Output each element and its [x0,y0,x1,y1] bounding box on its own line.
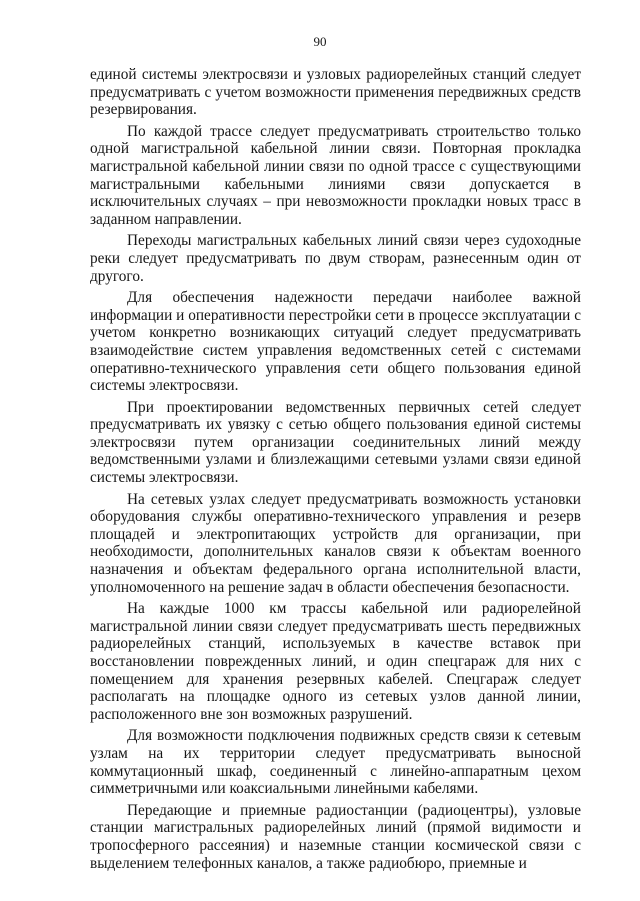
paragraph-7: На каждые 1000 км трассы кабельной или радиорелейной магистральной линии связи следует предусматривать шесть передвижных радиорелейных станций, используемых в качестве вставок при восстановлении поврежденных линий, и один спецгараж для них с помещением для хранения резервных кабелей. Спецгараж следует располагать на площадке одного из сетевых узлов данной линии, расположенного вне зон возможных разрушений. [90,600,581,723]
paragraph-4: Для обеспечения надежности передачи наиболее важной информации и оперативности перестройки сети в процессе эксплуатации с учетом конкретно возникающих ситуаций следует предусматривать взаимодействие систем управления ведомственных сетей с системами оперативно-технического управления сети общего пользования единой системы электросвязи. [90,289,581,395]
paragraph-3: Переходы магистральных кабельных линий связи через судоходные реки следует предусматривать по двум створам, разнесенным один от другого. [90,232,581,285]
paragraph-2: По каждой трассе следует предусматривать строительство только одной магистральной кабельной линии связи. Повторная прокладка магистральной кабельной линии связи по одной трассе с существующими магистральными кабельными линиями связи допускается в исключительных случаях – при невозможности прокладки новых трасс в заданном направлении. [90,122,581,228]
paragraph-9: Передающие и приемные радиостанции (радиоцентры), узловые станции магистральных радиорелейных линий (прямой видимости и тропосферного рассеяния) и наземные станции космической связи с выделением телефонных каналов, а также радиобюро, приемные и [90,801,581,872]
paragraph-1: единой системы электросвязи и узловых радиорелейных станций следует предусматривать с учетом возможности применения передвижных средств резервирования. [90,66,581,119]
paragraph-6: На сетевых узлах следует предусматривать возможность установки оборудования службы оперативно-технического управления и резерв площадей и электропитающих устройств для организации, при необходимости, дополнительных каналов связи к объектам военного назначения и объектам федерального органа исполнительной власти, уполномоченного на решение задач в области обеспечения безопасности. [90,490,581,596]
paragraph-5: При проектировании ведомственных первичных сетей следует предусматривать их увязку с сетью общего пользования единой системы электросвязи путем организации соединительных линий между ведомственными узлами и близлежащими сетевыми узлами связи единой системы электросвязи. [90,398,581,487]
paragraph-8: Для возможности подключения подвижных средств связи к сетевым узлам на их территории следует предусматривать выносной коммутационный шкаф, соединенный с линейно-аппаратным цехом симметричными или коаксиальными линейными кабелями. [90,727,581,798]
document-body [90,66,581,872]
page-number: 90 [313,34,327,49]
